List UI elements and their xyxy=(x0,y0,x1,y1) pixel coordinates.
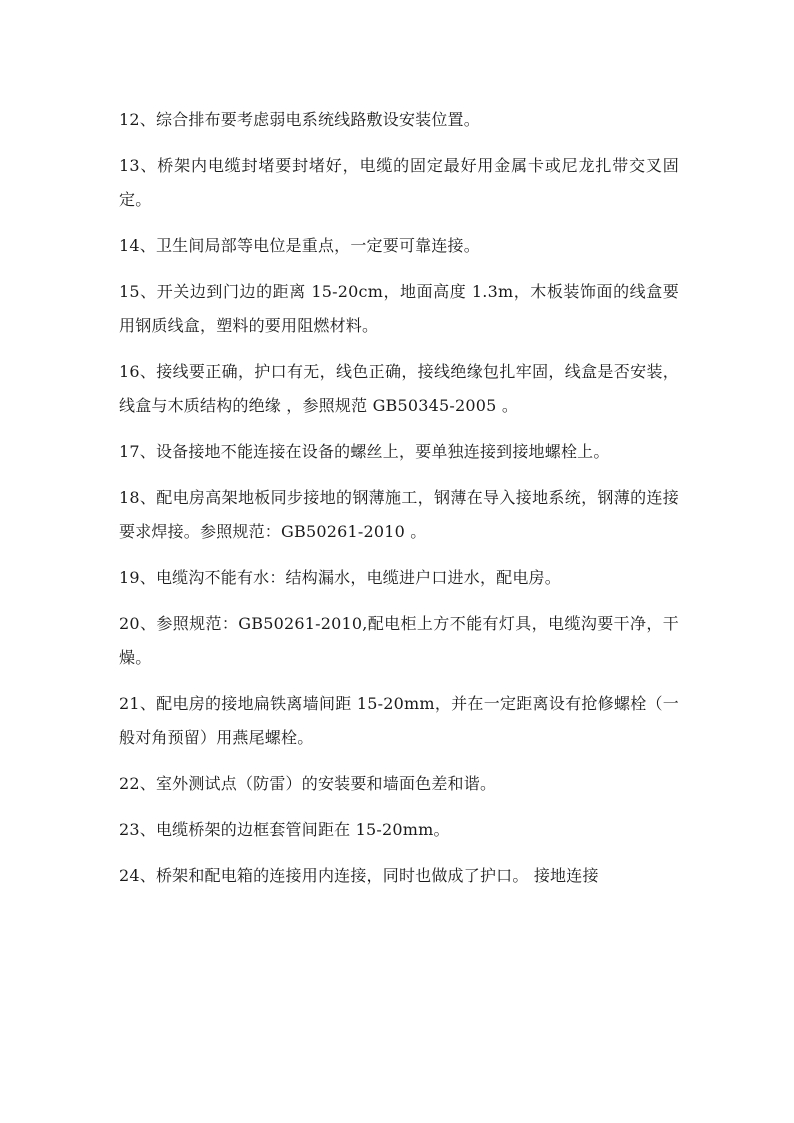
list-item-22: 22、室外测试点（防雷）的安装要和墙面色差和谐。 xyxy=(119,774,497,793)
list-item-23: 23、电缆桥架的边框套管间距在 15-20mm。 xyxy=(119,820,450,839)
list-item-19: 19、电缆沟不能有水：结构漏水，电缆进户口进水，配电房。 xyxy=(119,568,561,587)
list-item-14: 14、卫生间局部等电位是重点，一定要可靠连接。 xyxy=(119,236,480,255)
list-item-17: 17、设备接地不能连接在设备的螺丝上，要单独连接到接地螺栓上。 xyxy=(119,442,610,461)
list-item-20: 20、参照规范：GB50261-2010,配电柜上方不能有灯具，电缆沟要干净，干燥。 xyxy=(119,614,679,667)
list-item-12: 12、综合排布要考虑弱电系统线路敷设安装位置。 xyxy=(119,110,480,129)
list-item-24: 24、桥架和配电箱的连接用内连接，同时也做成了护口。 接地连接 xyxy=(119,866,599,885)
list-item-21: 21、配电房的接地扁铁离墙间距 15-20mm，并在一定距离设有抢修螺栓（一般对角预留）用燕尾螺栓。 xyxy=(119,694,679,747)
list-item-13: 13、桥架内电缆封堵要封堵好，电缆的固定最好用金属卡或尼龙扎带交叉固定。 xyxy=(119,156,679,209)
list-item-18: 18、配电房高架地板同步接地的钢薄施工，钢薄在导入接地系统，钢薄的连接要求焊接。参照规范：GB50261-2010 。 xyxy=(119,488,679,541)
document-body xyxy=(119,103,679,893)
list-item-15: 15、开关边到门边的距离 15-20cm，地面高度 1.3m，木板装饰面的线盒要用钢质线盒，塑料的要用阻燃材料。 xyxy=(119,282,679,335)
list-item-16: 16、接线要正确，护口有无，线色正确，接线绝缘包扎牢固，线盒是否安装，线盒与木质结构的绝缘 ，参照规范 GB50345-2005 。 xyxy=(119,362,679,415)
